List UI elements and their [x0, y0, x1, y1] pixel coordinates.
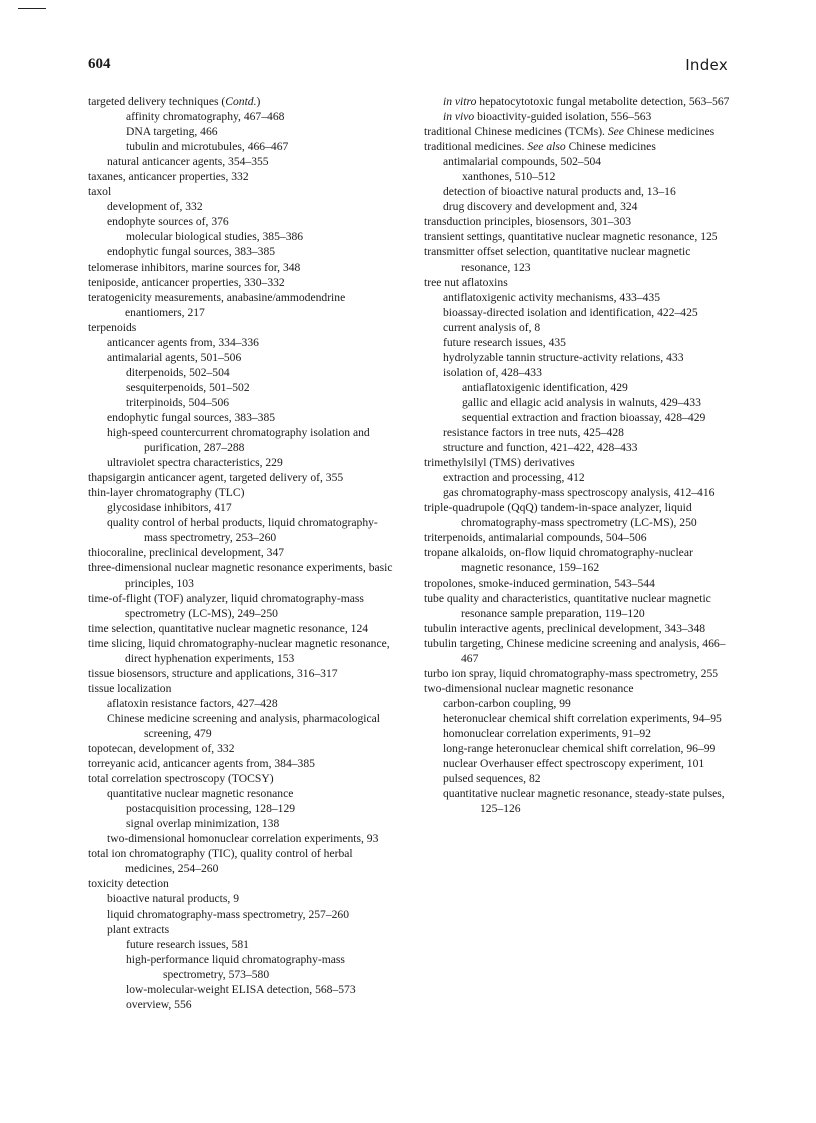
index-entry	[424, 184, 736, 199]
index-entry	[424, 350, 736, 365]
index-entry	[88, 876, 400, 891]
index-entry	[424, 290, 736, 305]
entry-text: bioassay-directed isolation and identification, 422–425	[443, 305, 698, 319]
index-entry	[88, 94, 400, 109]
index-entry	[88, 485, 400, 500]
index-entry	[88, 335, 400, 350]
index-entry	[424, 591, 736, 621]
index-entry	[424, 470, 736, 485]
index-column-left	[88, 94, 400, 1012]
entry-text: DNA targeting, 466	[126, 125, 218, 139]
entry-text-after: Chinese medicines	[565, 140, 656, 154]
entry-text: telomerase inhibitors, marine sources for, 348	[88, 260, 301, 274]
index-entry	[424, 425, 736, 440]
index-entry	[424, 214, 736, 229]
index-entry	[424, 576, 736, 591]
index-entry	[424, 455, 736, 470]
index-entry	[88, 711, 400, 741]
index-entry	[424, 380, 736, 395]
index-entry	[88, 154, 400, 169]
index-entry	[424, 621, 736, 636]
entry-text: low-molecular-weight ELISA detection, 568–573	[126, 982, 356, 996]
index-entry	[424, 275, 736, 290]
index-entry	[88, 470, 400, 485]
entry-text: future research issues, 581	[126, 937, 249, 951]
index-entry	[424, 771, 736, 786]
index-entry	[88, 124, 400, 139]
index-entry	[88, 244, 400, 259]
entry-text-after: bioactivity-guided isolation, 556–563	[474, 110, 652, 124]
index-entry	[88, 997, 400, 1012]
index-entry	[88, 560, 400, 590]
index-entry	[424, 741, 736, 756]
index-entry	[424, 410, 736, 425]
entry-text: triterpinoids, 504–506	[126, 395, 230, 409]
entry-text: time selection, quantitative nuclear magnetic resonance, 124	[88, 621, 369, 635]
entry-text: endophyte sources of, 376	[107, 215, 229, 229]
entry-text: traditional Chinese medicines (TCMs).	[424, 125, 608, 139]
index-entry	[88, 816, 400, 831]
index-entry	[88, 786, 400, 801]
index-entry	[424, 681, 736, 696]
entry-text: detection of bioactive natural products and, 13–16	[443, 185, 676, 199]
entry-text: endophytic fungal sources, 383–385	[107, 245, 276, 259]
running-head: Index	[685, 56, 728, 74]
entry-text: drug discovery and development and, 324	[443, 200, 638, 214]
entry-text: plant extracts	[107, 922, 170, 936]
entry-text: tree nut aflatoxins	[424, 275, 508, 289]
entry-text: postacquisition processing, 128–129	[126, 802, 296, 816]
entry-text: traditional medicines.	[424, 140, 528, 154]
entry-text: molecular biological studies, 385–386	[126, 230, 304, 244]
index-entry	[424, 440, 736, 455]
index-column-right	[424, 94, 736, 816]
entry-italic: See also	[527, 140, 566, 154]
entry-text: thiocoraline, preclinical development, 347	[88, 546, 285, 560]
entry-text: tube quality and characteristics, quantitative nuclear magnetic resonance sample preparation, 119–120	[424, 591, 711, 620]
entry-text: gallic and ellagic acid analysis in walnuts, 429–433	[462, 395, 701, 409]
entry-text: tissue biosensors, structure and applications, 316–317	[88, 666, 338, 680]
index-entry	[88, 500, 400, 515]
entry-text: resistance factors in tree nuts, 425–428	[443, 426, 624, 440]
index-entry	[88, 982, 400, 997]
entry-text: gas chromatography-mass spectroscopy analysis, 412–416	[443, 486, 715, 500]
entry-text: high-performance liquid chromatography-mass spectrometry, 573–580	[126, 952, 345, 981]
entry-text: three-dimensional nuclear magnetic resonance experiments, basic principles, 103	[88, 561, 393, 590]
index-entry	[88, 515, 400, 545]
index-entry	[424, 109, 736, 124]
entry-text: pulsed sequences, 82	[443, 772, 541, 786]
index-entry	[424, 786, 736, 816]
entry-italic: Contd.	[225, 95, 257, 108]
entry-text: sequential extraction and fraction bioassay, 428–429	[462, 410, 706, 424]
entry-text: xanthones, 510–512	[462, 170, 556, 184]
index-entry	[88, 636, 400, 666]
entry-text: anticancer agents from, 334–336	[107, 335, 259, 349]
entry-text-after: )	[256, 95, 261, 108]
index-entry	[424, 335, 736, 350]
entry-italic: See	[607, 125, 624, 139]
entry-text: structure and function, 421–422, 428–433	[443, 441, 638, 455]
entry-text: time-of-flight (TOF) analyzer, liquid chromatography-mass spectrometry (LC-MS), 249–250	[88, 591, 364, 620]
index-entry	[88, 545, 400, 560]
entry-text: carbon-carbon coupling, 99	[443, 696, 571, 710]
entry-text: current analysis of, 8	[443, 320, 541, 334]
entry-text: teratogenicity measurements, anabasine/ammodendrine enantiomers, 217	[88, 290, 346, 319]
entry-text: tubulin targeting, Chinese medicine screening and analysis, 466–467	[424, 636, 726, 665]
index-entry	[88, 410, 400, 425]
entry-text: antiflatoxigenic activity mechanisms, 433–435	[443, 290, 661, 304]
index-entry	[424, 94, 736, 109]
index-entry	[88, 907, 400, 922]
entry-text: turbo ion spray, liquid chromatography-mass spectrometry, 255	[424, 666, 719, 680]
index-entry	[88, 109, 400, 124]
entry-text: development of, 332	[107, 200, 203, 214]
entry-text: antimalarial compounds, 502–504	[443, 155, 602, 169]
entry-text: glycosidase inhibitors, 417	[107, 501, 232, 515]
entry-text: targeted delivery techniques (	[88, 95, 226, 108]
entry-italic: in vivo	[443, 110, 475, 124]
index-entry	[424, 199, 736, 214]
entry-text-after: Chinese medicines	[623, 125, 715, 139]
entry-text: triple-quadrupole (QqQ) tandem-in-space analyzer, liquid chromatography-mass spectrometry (LC-MS), 250	[424, 501, 697, 530]
entry-text: bioactive natural products, 9	[107, 892, 239, 906]
entry-text: triterpenoids, antimalarial compounds, 504–506	[424, 531, 647, 545]
entry-text: antiaflatoxigenic identification, 429	[462, 380, 628, 394]
entry-text: long-range heteronuclear chemical shift correlation, 96–99	[443, 742, 716, 756]
entry-text: trimethylsilyl (TMS) derivatives	[424, 456, 575, 470]
entry-text: extraction and processing, 412	[443, 471, 585, 485]
entry-text: transient settings, quantitative nuclear magnetic resonance, 125	[424, 230, 718, 244]
entry-text: natural anticancer agents, 354–355	[107, 155, 269, 169]
index-entry	[88, 275, 400, 290]
entry-text: future research issues, 435	[443, 335, 566, 349]
entry-text: quantitative nuclear magnetic resonance	[107, 787, 294, 801]
index-entry	[88, 831, 400, 846]
entry-text: tropolones, smoke-induced germination, 543–544	[424, 576, 655, 590]
index-entry	[88, 666, 400, 681]
index-entry	[88, 290, 400, 320]
index-entry	[88, 139, 400, 154]
index-entry	[424, 320, 736, 335]
entry-text: hydrolyzable tannin structure-activity relations, 433	[443, 350, 684, 364]
index-entry	[424, 530, 736, 545]
index-entry	[88, 591, 400, 621]
index-entry	[88, 260, 400, 275]
entry-text: transduction principles, biosensors, 301–303	[424, 215, 632, 229]
entry-text: total ion chromatography (TIC), quality control of herbal medicines, 254–260	[88, 847, 353, 876]
entry-text: terpenoids	[88, 320, 137, 334]
entry-text: isolation of, 428–433	[443, 365, 542, 379]
entry-text: teniposide, anticancer properties, 330–332	[88, 275, 285, 289]
index-entry	[424, 636, 736, 666]
entry-text: endophytic fungal sources, 383–385	[107, 410, 276, 424]
index-entry	[424, 154, 736, 169]
index-entry	[88, 922, 400, 937]
entry-text: two-dimensional nuclear magnetic resonance	[424, 681, 634, 695]
index-entry	[88, 621, 400, 636]
index-entry	[424, 545, 736, 575]
index-entry	[88, 380, 400, 395]
entry-text: thapsigargin anticancer agent, targeted delivery of, 355	[88, 471, 344, 485]
index-entry	[88, 169, 400, 184]
index-entry	[88, 365, 400, 380]
index-entry	[424, 485, 736, 500]
entry-text: overview, 556	[126, 997, 192, 1011]
entry-italic: in vitro	[443, 95, 477, 108]
entry-text: taxol	[88, 185, 112, 199]
index-entry	[88, 846, 400, 876]
entry-text: liquid chromatography-mass spectrometry, 257–260	[107, 907, 350, 921]
entry-text: tropane alkaloids, on-flow liquid chromatography-nuclear magnetic resonance, 159–162	[424, 546, 693, 575]
index-entry	[424, 169, 736, 184]
entry-text: diterpenoids, 502–504	[126, 365, 230, 379]
index-entry	[424, 711, 736, 726]
index-entry	[88, 756, 400, 771]
index-entry	[424, 139, 736, 154]
entry-text: thin-layer chromatography (TLC)	[88, 486, 245, 500]
entry-text: signal overlap minimization, 138	[126, 817, 280, 831]
index-entry	[424, 696, 736, 711]
page-number: 604	[88, 56, 111, 72]
index-entry	[88, 937, 400, 952]
entry-text: affinity chromatography, 467–468	[126, 110, 285, 124]
entry-text: ultraviolet spectra characteristics, 229	[107, 456, 283, 470]
entry-text: torreyanic acid, anticancer agents from, 384–385	[88, 757, 315, 771]
index-entry	[88, 455, 400, 470]
index-entry	[88, 229, 400, 244]
index-entry	[88, 681, 400, 696]
index-entry	[88, 952, 400, 982]
index-entry	[424, 666, 736, 681]
index-entry	[424, 229, 736, 244]
entry-text: time slicing, liquid chromatography-nuclear magnetic resonance, direct hyphenation experiments, 153	[88, 636, 390, 665]
index-entry	[88, 350, 400, 365]
entry-text: Chinese medicine screening and analysis, pharmacological screening, 479	[107, 711, 381, 740]
entry-text: tissue localization	[88, 681, 172, 695]
index-entry	[424, 244, 736, 274]
index-entry	[88, 395, 400, 410]
entry-text: tubulin interactive agents, preclinical development, 343–348	[424, 621, 706, 635]
index-entry	[88, 696, 400, 711]
index-entry	[424, 124, 736, 139]
entry-text-after: hepatocytotoxic fungal metabolite detection, 563–567	[476, 95, 730, 108]
index-entry	[424, 395, 736, 410]
entry-text: topotecan, development of, 332	[88, 742, 235, 756]
entry-text: transmitter offset selection, quantitative nuclear magnetic resonance, 123	[424, 245, 691, 274]
entry-text: two-dimensional homonuclear correlation experiments, 93	[107, 832, 379, 846]
index-entry	[88, 320, 400, 335]
index-entry	[88, 801, 400, 816]
index-entry	[88, 199, 400, 214]
index-entry	[88, 214, 400, 229]
entry-text: antimalarial agents, 501–506	[107, 350, 242, 364]
index-entry	[88, 184, 400, 199]
entry-text: nuclear Overhauser effect spectroscopy experiment, 101	[443, 757, 705, 771]
entry-text: quality control of herbal products, liquid chromatography-mass spectrometry, 253–260	[107, 516, 378, 545]
index-entry	[88, 891, 400, 906]
entry-text: high-speed countercurrent chromatography isolation and purification, 287–288	[107, 426, 370, 455]
entry-text: toxicity detection	[88, 877, 169, 891]
entry-text: aflatoxin resistance factors, 427–428	[107, 696, 278, 710]
index-entry	[424, 365, 736, 380]
entry-text: taxanes, anticancer properties, 332	[88, 170, 249, 184]
index-entry	[88, 425, 400, 455]
index-entry	[424, 305, 736, 320]
entry-text: tubulin and microtubules, 466–467	[126, 140, 289, 154]
index-entry	[424, 756, 736, 771]
index-entry	[88, 741, 400, 756]
entry-text: total correlation spectroscopy (TOCSY)	[88, 772, 274, 786]
entry-text: sesquiterpenoids, 501–502	[126, 380, 250, 394]
entry-text: homonuclear correlation experiments, 91–92	[443, 726, 651, 740]
index-entry	[424, 726, 736, 741]
entry-text: heteronuclear chemical shift correlation experiments, 94–95	[443, 711, 722, 725]
index-entry	[88, 771, 400, 786]
crop-mark	[18, 0, 46, 9]
index-entry	[424, 500, 736, 530]
entry-text: quantitative nuclear magnetic resonance, steady-state pulses, 125–126	[443, 787, 725, 816]
